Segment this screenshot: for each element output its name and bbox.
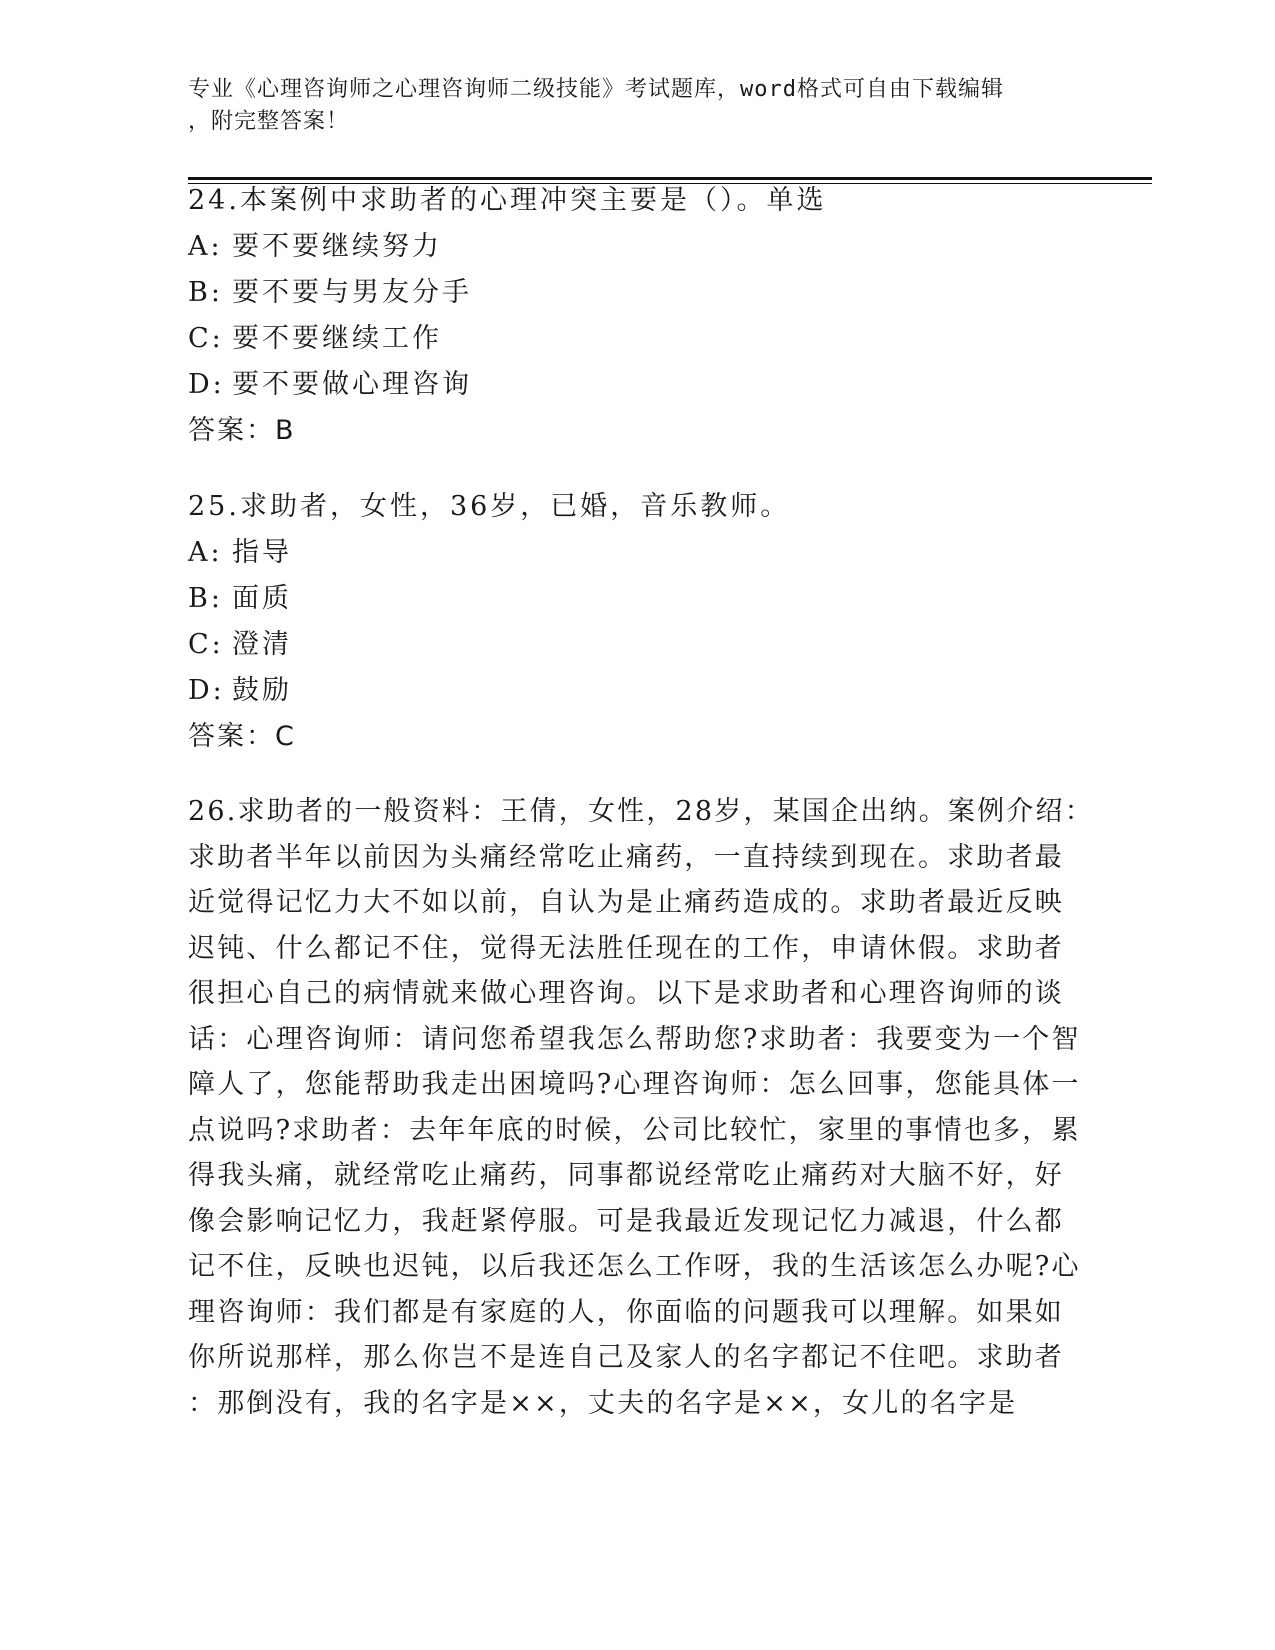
question-26-line: 记不住，反映也迟钝，以后我还怎么工作呀，我的生活该怎么办呢?心	[188, 1251, 1081, 1282]
option-key: B:	[188, 277, 223, 308]
option-text: 要不要与男友分手	[232, 277, 472, 308]
question-25-option-c	[188, 622, 1068, 668]
question-24-option-a	[188, 224, 1068, 270]
question-24-option-b	[188, 270, 1068, 316]
option-text: 要不要继续工作	[232, 323, 442, 354]
header-line-1: 专业《心理咨询师之心理咨询师二级技能》考试题库，word格式可自由下载编辑	[188, 77, 1004, 102]
question-26-line: 你所说那样，那么你岂不是连自己及家人的名字都记不住吧。求助者	[188, 1342, 1064, 1373]
option-key: A:	[188, 231, 223, 262]
question-25-option-a	[188, 530, 1068, 576]
question-26-line: 话：心理咨询师：请问您希望我怎么帮助您?求助者：我要变为一个智	[188, 1023, 1081, 1055]
question-25-option-d	[188, 668, 1068, 714]
question-26	[188, 789, 1094, 1426]
question-26-line: 26.求助者的一般资料：王倩，女性，28岁，某国企出纳。案例介绍：	[188, 796, 1094, 827]
option-text: 指导	[232, 537, 292, 568]
page-header	[188, 74, 1068, 138]
question-26-line: 障人了，您能帮助我走出困境吗?心理咨询师：怎么回事，您能具体一	[188, 1069, 1081, 1100]
option-key: C:	[188, 323, 224, 354]
option-text: 要不要继续努力	[232, 231, 442, 262]
question-24	[188, 178, 1068, 454]
question-26-line: 得我头痛，就经常吃止痛药，同事都说经常吃止痛药对大脑不好，好	[188, 1160, 1064, 1191]
option-text: 鼓励	[232, 675, 292, 706]
option-text: 要不要做心理咨询	[232, 369, 472, 400]
option-key: A:	[188, 537, 223, 568]
question-26-line: 近觉得记忆力大不如以前，自认为是止痛药造成的。求助者最近反映	[188, 887, 1064, 918]
option-text: 面质	[232, 583, 292, 614]
question-25-stem: 25.求助者，女性，36岁，已婚，音乐教师。	[188, 491, 791, 522]
option-key: D:	[188, 675, 225, 706]
question-24-option-c	[188, 316, 1068, 362]
question-25-option-b	[188, 576, 1068, 622]
option-key: D:	[188, 369, 225, 400]
question-26-line: 很担心自己的病情就来做心理咨询。以下是求助者和心理咨询师的谈	[188, 978, 1064, 1009]
question-26-line: 理咨询师：我们都是有家庭的人，你面临的问题我可以理解。如果如	[188, 1296, 1064, 1328]
question-26-line: 求助者半年以前因为头痛经常吃止痛药，一直持续到现在。求助者最	[188, 841, 1064, 873]
question-26-line: 迟钝、什么都记不住，觉得无法胜任现在的工作，申请休假。求助者	[188, 932, 1064, 964]
question-25-answer: 答案：C	[188, 721, 296, 752]
question-24-stem: 24.本案例中求助者的心理冲突主要是（）。单选	[188, 185, 827, 216]
question-26-line: ：那倒没有，我的名字是××，丈夫的名字是××，女儿的名字是	[188, 1387, 1018, 1419]
question-25	[188, 484, 1068, 760]
question-24-answer: 答案：B	[188, 415, 296, 446]
option-key: C:	[188, 629, 224, 660]
question-24-option-d	[188, 362, 1068, 408]
option-text: 澄清	[232, 629, 292, 660]
question-26-line: 点说吗?求助者：去年年底的时候，公司比较忙，家里的事情也多，累	[188, 1114, 1081, 1146]
option-key: B:	[188, 583, 223, 614]
question-26-line: 像会影响记忆力，我赶紧停服。可是我最近发现记忆力减退，什么都	[188, 1205, 1064, 1237]
header-line-2: ，附完整答案！	[188, 109, 350, 134]
